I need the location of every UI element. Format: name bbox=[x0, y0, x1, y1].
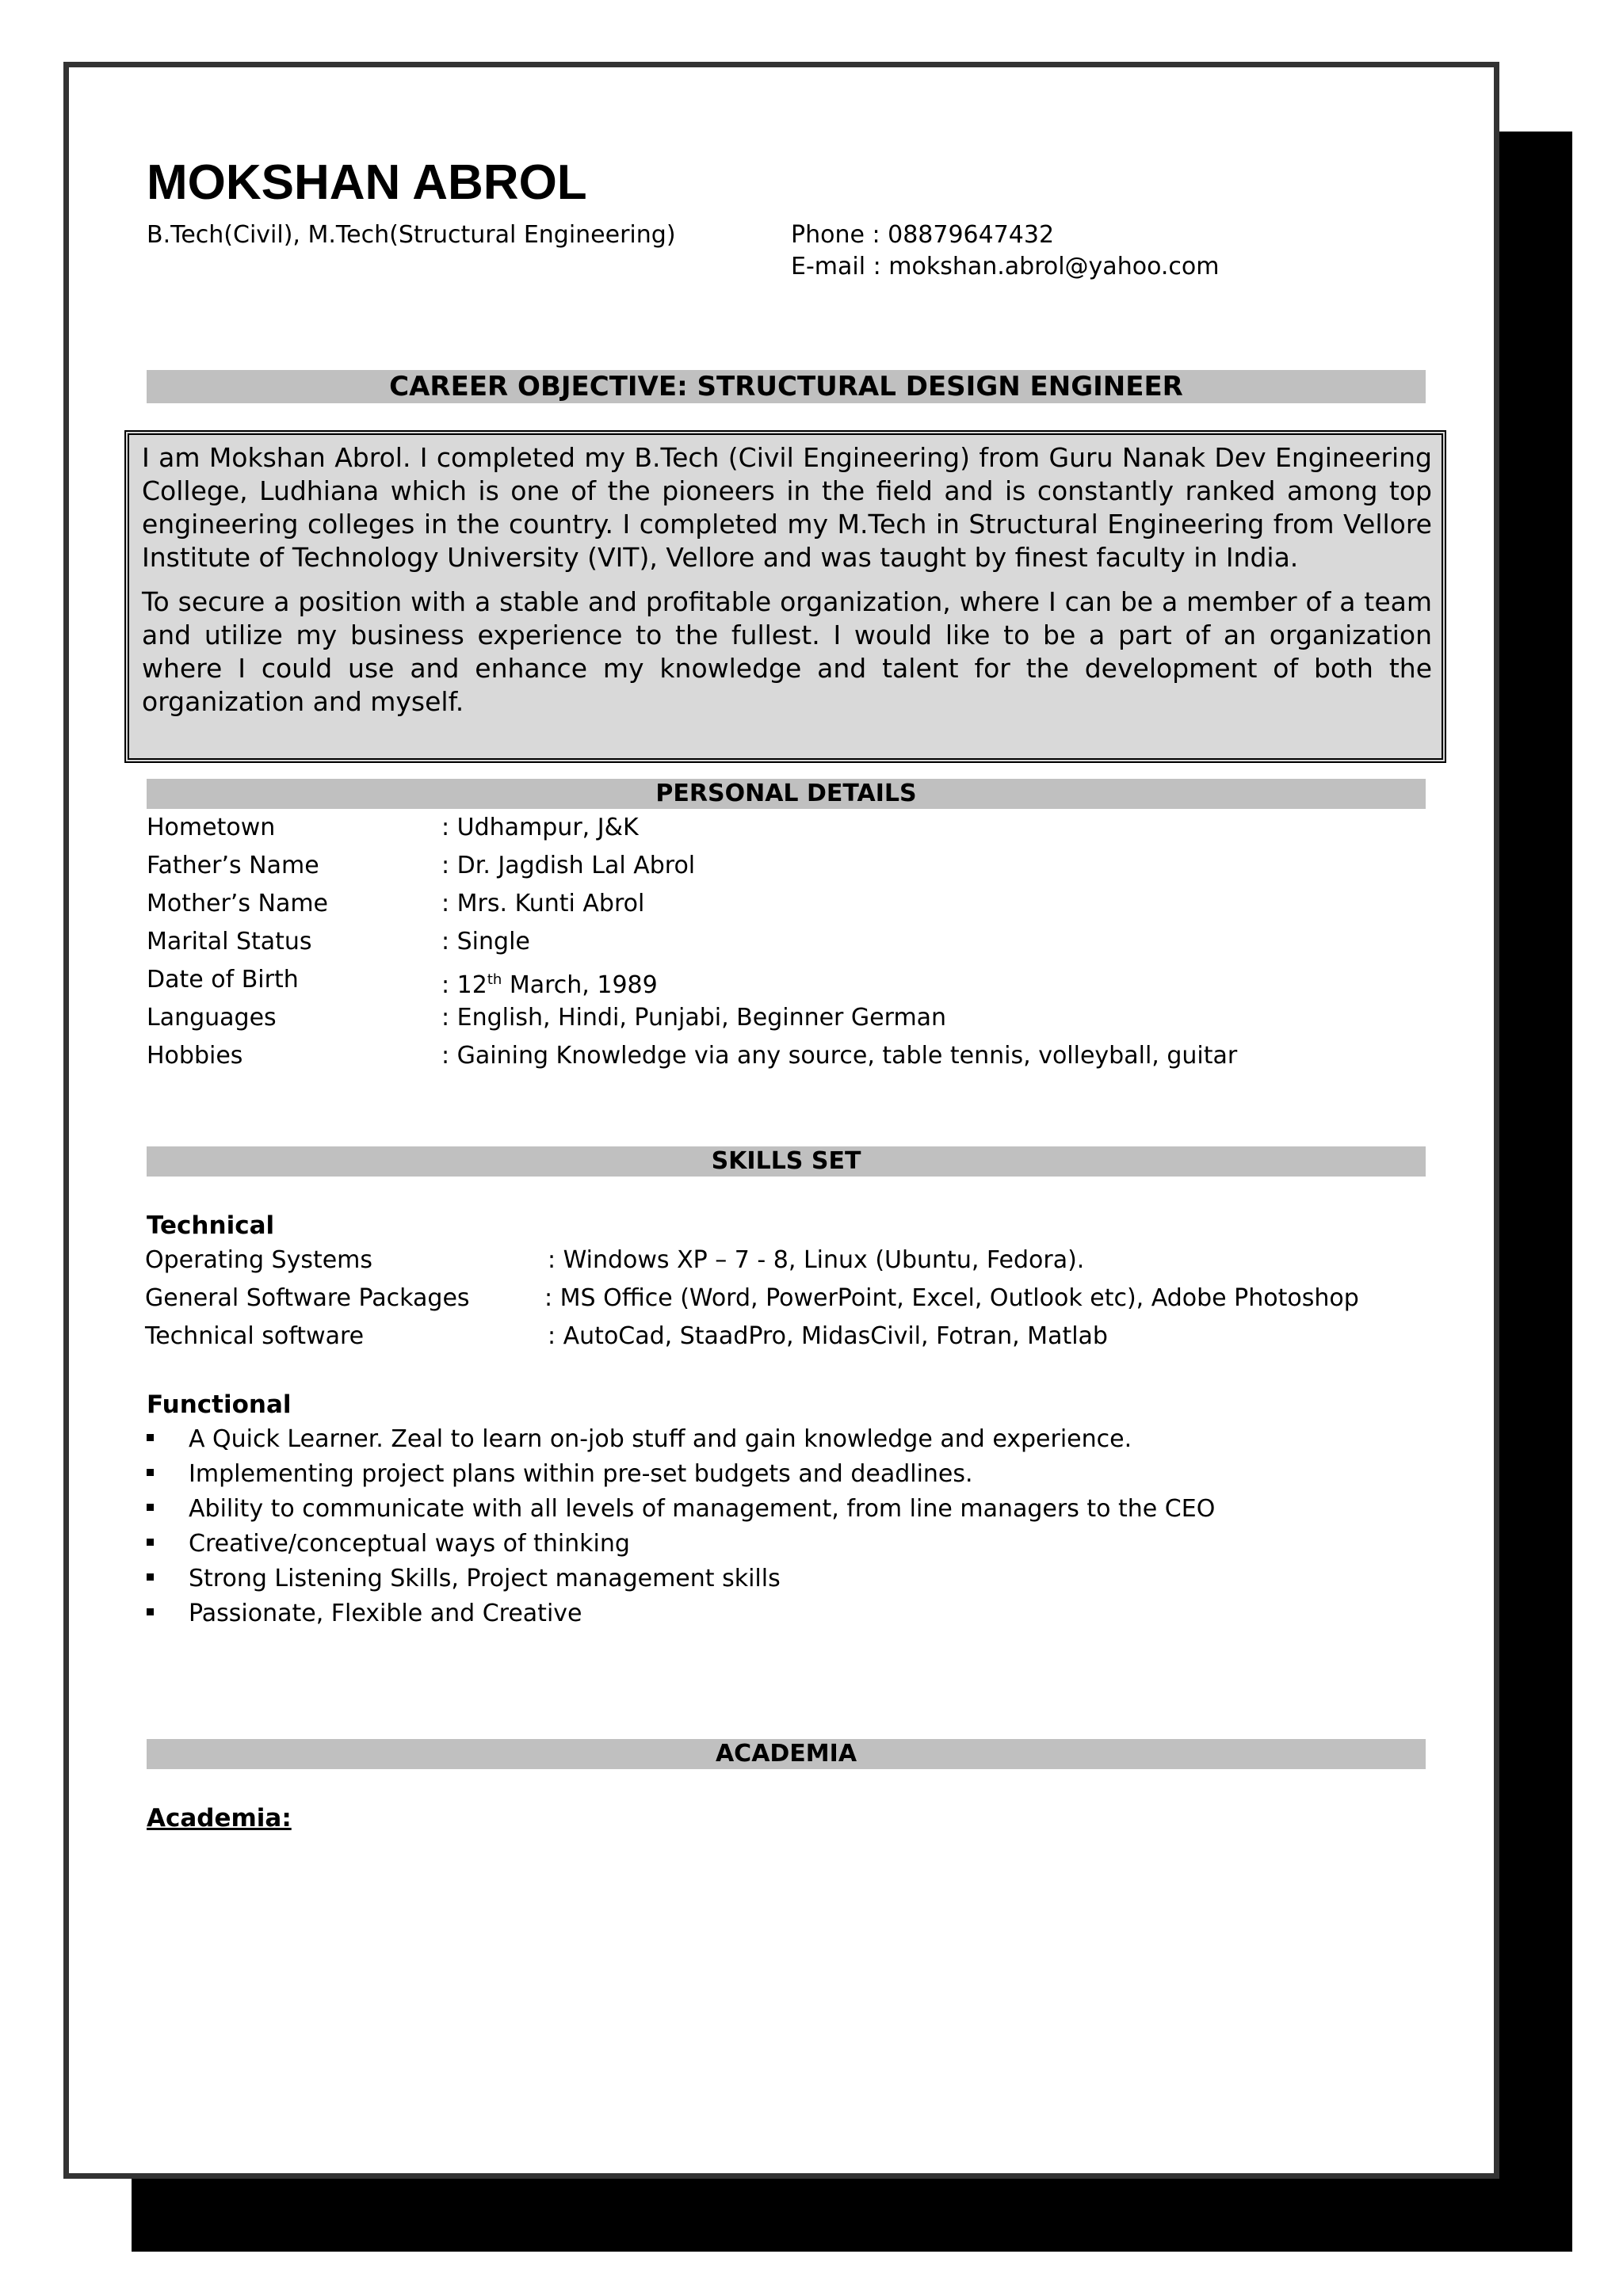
academia-heading: ACADEMIA bbox=[147, 1739, 1426, 1769]
bullet-square-icon bbox=[147, 1539, 154, 1546]
detail-label: Hometown bbox=[147, 814, 276, 841]
functional-item bbox=[147, 1563, 781, 1595]
bullet-square-icon bbox=[147, 1469, 154, 1476]
detail-label: Father’s Name bbox=[147, 852, 319, 879]
functional-item-text: Implementing project plans within pre-set budgets and deadlines. bbox=[189, 1460, 973, 1488]
functional-item-text: A Quick Learner. Zeal to learn on-job stuff and gain knowledge and experience. bbox=[189, 1425, 1132, 1453]
detail-label: Date of Birth bbox=[147, 966, 299, 994]
resume-page bbox=[63, 62, 1499, 2179]
dob-month-year: March, 1989 bbox=[502, 971, 658, 999]
functional-item bbox=[147, 1424, 1132, 1455]
career-objective-box bbox=[124, 430, 1446, 763]
detail-value: : Single bbox=[441, 928, 530, 955]
skills-set-heading: SKILLS SET bbox=[147, 1146, 1426, 1177]
bullet-square-icon bbox=[147, 1434, 154, 1441]
personal-details-heading: PERSONAL DETAILS bbox=[147, 779, 1426, 809]
functional-item-text: Ability to communicate with all levels of management, from line managers to the CEO bbox=[189, 1495, 1216, 1523]
degrees: B.Tech(Civil), M.Tech(Structural Engineering) bbox=[147, 221, 676, 249]
career-objective-heading: CAREER OBJECTIVE: STRUCTURAL DESIGN ENGINEER bbox=[147, 370, 1426, 403]
functional-item bbox=[147, 1493, 1215, 1525]
functional-item bbox=[147, 1598, 582, 1630]
functional-item-text: Creative/conceptual ways of thinking bbox=[189, 1530, 630, 1558]
detail-label: Hobbies bbox=[147, 1042, 243, 1070]
functional-item-text: Passionate, Flexible and Creative bbox=[189, 1600, 582, 1627]
dob-ordinal: th bbox=[487, 971, 502, 988]
skill-value: : AutoCad, StaadPro, MidasCivil, Fotran, Matlab bbox=[548, 1322, 1108, 1350]
skill-label: Technical software bbox=[145, 1322, 365, 1350]
skill-label: General Software Packages bbox=[145, 1284, 470, 1312]
detail-value: : English, Hindi, Punjabi, Beginner German bbox=[441, 1004, 947, 1032]
functional-heading: Functional bbox=[147, 1390, 292, 1419]
academia-subheading: Academia: bbox=[147, 1804, 292, 1833]
dob-day: : 12 bbox=[441, 971, 487, 999]
detail-value: : Udhampur, J&K bbox=[441, 814, 639, 841]
technical-heading: Technical bbox=[147, 1211, 275, 1240]
bullet-square-icon bbox=[147, 1608, 154, 1615]
bullet-square-icon bbox=[147, 1573, 154, 1581]
detail-value: : Mrs. Kunti Abrol bbox=[441, 890, 645, 917]
functional-item-text: Strong Listening Skills, Project management skills bbox=[189, 1565, 781, 1592]
detail-label: Marital Status bbox=[147, 928, 312, 955]
phone: Phone : 08879647432 bbox=[791, 221, 1055, 249]
skill-value: : Windows XP – 7 - 8, Linux (Ubuntu, Fedora). bbox=[548, 1246, 1085, 1274]
bullet-square-icon bbox=[147, 1504, 154, 1511]
objective-paragraph: I am Mokshan Abrol. I completed my B.Tech (Civil Engineering) from Guru Nanak Dev Engineering College, Ludhiana which is one of the pioneers in the field and is constantly ranked among top engineering colleges in the country. I completed my M.Tech in Structural Engineering from Vellore Institute of Technology University (VIT), Vellore and was taught by finest faculty in India. bbox=[142, 442, 1432, 573]
detail-value: : Gaining Knowledge via any source, table tennis, volleyball, guitar bbox=[441, 1042, 1238, 1070]
detail-label: Mother’s Name bbox=[147, 890, 329, 917]
candidate-name: MOKSHAN ABROL bbox=[147, 155, 587, 210]
objective-paragraph: To secure a position with a stable and profitable organization, where I can be a member of a team and utilize my business experience to the fullest. I would like to be a part of an organization where I could use and enhance my knowledge and talent for the development of both the organization and myself. bbox=[142, 586, 1432, 717]
email: E-mail : mokshan.abrol@yahoo.com bbox=[791, 253, 1220, 280]
functional-item bbox=[147, 1459, 973, 1490]
detail-value bbox=[441, 964, 658, 1001]
detail-label: Languages bbox=[147, 1004, 277, 1032]
functional-item bbox=[147, 1528, 630, 1560]
detail-value: : Dr. Jagdish Lal Abrol bbox=[441, 852, 696, 879]
skill-value: : MS Office (Word, PowerPoint, Excel, Outlook etc), Adobe Photoshop bbox=[544, 1284, 1359, 1312]
skill-label: Operating Systems bbox=[145, 1246, 373, 1274]
